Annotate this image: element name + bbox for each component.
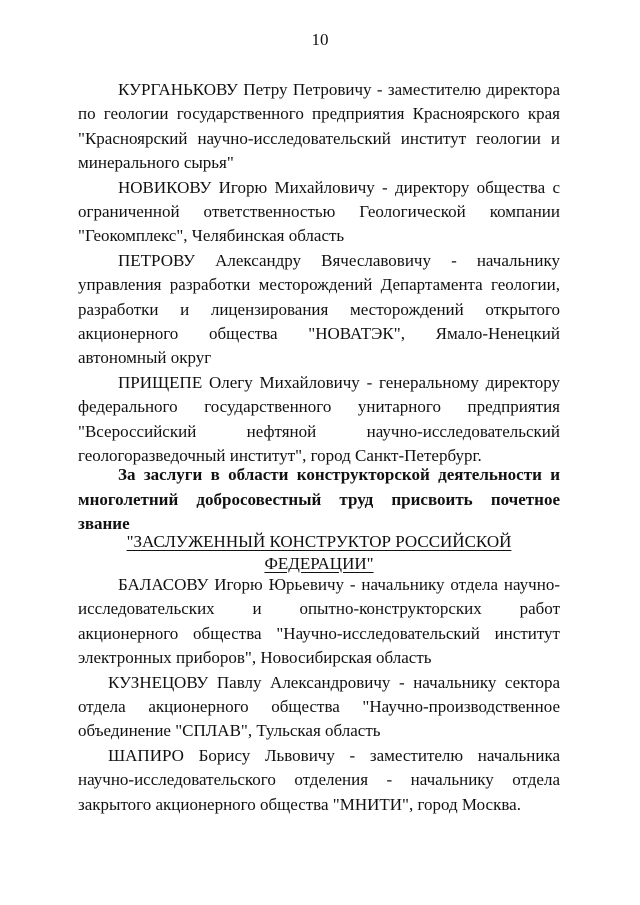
award-entry-petrov: ПЕТРОВУ Александру Вячеславовичу - начальнику управления разработки месторождений Департамента геологии, разработки и лицензирования месторождений открытого акционерного общества "НОВАТЭК", Ямало-Ненецкий автономный округ <box>78 250 560 368</box>
award-list-geologists <box>78 78 560 469</box>
honorary-title <box>78 531 560 575</box>
award-entry-shapiro: ШАПИРО Борису Львовичу - заместителю начальника научно-исследовательского отделения - начальнику отдела закрытого акционерного общества "МНИТИ", город Москва. <box>78 745 560 814</box>
award-entry-prishchepa: ПРИЩЕПЕ Олегу Михайловичу - генеральному директору федерального государственного унитарного предприятия "Всероссийский нефтяной научно-исследовательский геологоразведочный институт", город Санкт-Петербург. <box>78 372 560 466</box>
award-entry-novikov: НОВИКОВУ Игорю Михайловичу - директору общества с ограниченной ответственностью Геологической компании "Геокомплекс", Челябинская область <box>78 177 560 246</box>
section-intro: За заслуги в области конструкторской деятельности и многолетний добросовестный труд присвоить почетное звание <box>78 465 560 534</box>
page-number: 10 <box>311 30 329 49</box>
award-list-constructors <box>78 573 560 817</box>
award-entry-kuznetsov: КУЗНЕЦОВУ Павлу Александровичу - начальнику сектора отдела акционерного общества "Научно-производственное объединение "СПЛАВ", Тульская область <box>78 672 560 741</box>
honorary-title-text: "ЗАСЛУЖЕННЫЙ КОНСТРУКТОР РОССИЙСКОЙ ФЕДЕРАЦИИ" <box>126 532 512 573</box>
award-entry-kurgankov: КУРГАНЬКОВУ Петру Петровичу - заместителю директора по геологии государственного предприятия Красноярского края "Красноярский научно-исследовательский институт геологии и минерального сырья" <box>78 80 560 173</box>
award-entry-balasov: БАЛАСОВУ Игорю Юрьевичу - начальнику отдела научно-исследовательских и опытно-конструкторских работ акционерного общества "Научно-исследовательский институт электронных приборов", Новосибирская область <box>78 575 560 668</box>
